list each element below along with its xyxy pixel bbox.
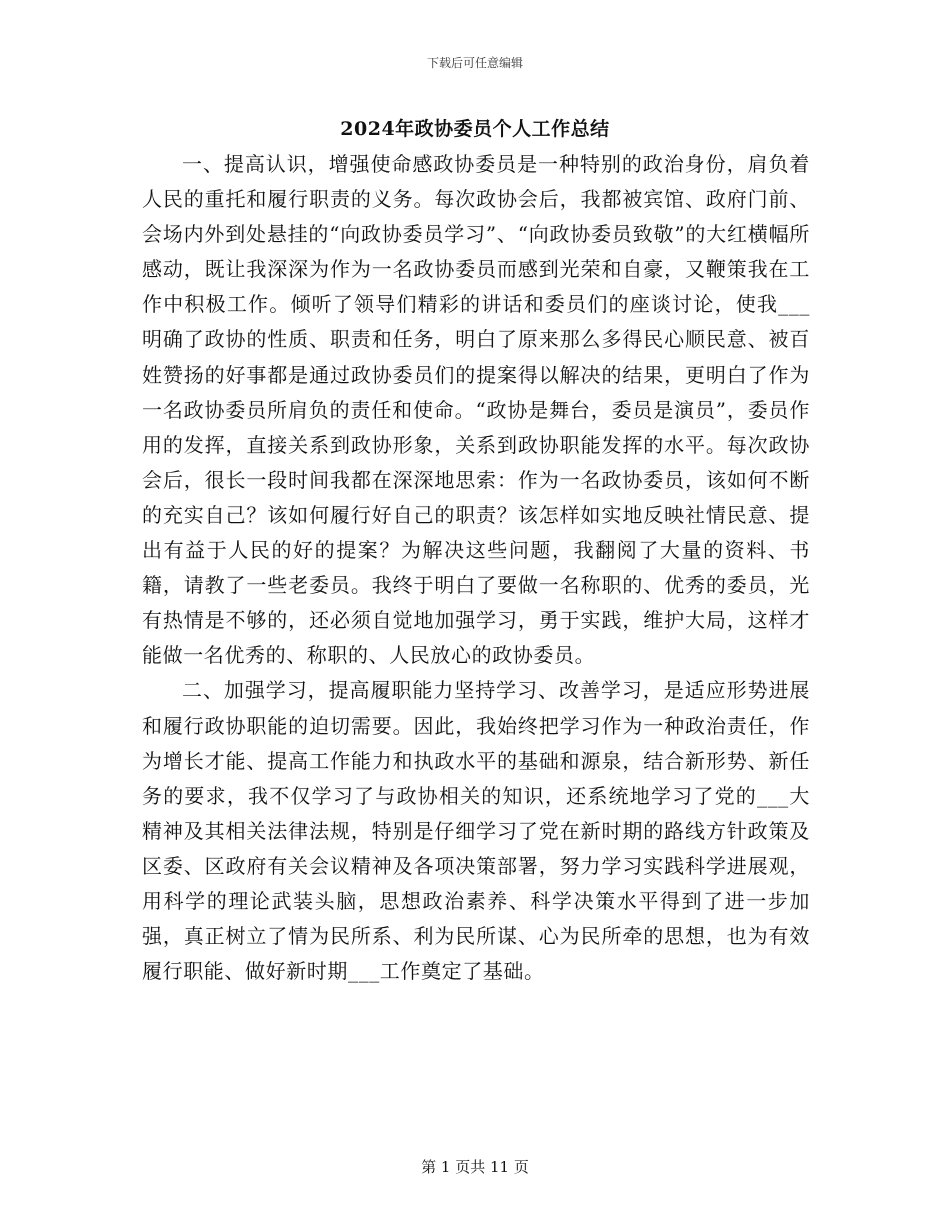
paragraph-1: 一、提高认识，增强使命感政协委员是一种特别的政治身份，肩负着人民的重托和履行职责的义务。每次政协会后，我都被宾馆、政府门前、会场内外到处悬挂的“向政协委员学习”、“向政协委员致敬”的大红横幅所感动，既让我深深为作为一名政协委员而感到光荣和自豪，又鞭策我在工作中积极工作。倾听了领导们精彩的讲话和委员们的座谈讨论，使我___明确了政协的性质、职责和任务，明白了原来那么多得民心顺民意、被百姓赞扬的好事都是通过政协委员们的提案得以解决的结果，更明白了作为一名政协委员所肩负的责任和使命。“政协是舞台，委员是演员”，委员作用的发挥，直接关系到政协形象，关系到政协职能发挥的水平。每次政协会后，很长一段时间我都在深深地思索：作为一名政协委员，该如何不断的充实自己？该如何履行好自己的职责？该怎样如实地反映社情民意、提出有益于人民的好的提案？为解决这些问题，我翻阅了大量的资料、书籍，请教了一些老委员。我终于明白了要做一名称职的、优秀的委员，光有热情是不够的，还必须自觉地加强学习，勇于实践，维护大局，这样才能做一名优秀的、称职的、人民放心的政协委员。 — [142, 152, 810, 668]
page-footer: 第 1 页共 11 页 — [421, 1158, 529, 1176]
document-title: 2024年政协委员个人工作总结 — [340, 118, 610, 140]
header-note: 下载后可任意编辑 — [426, 56, 523, 70]
paragraph-2: 二、加强学习，提高履职能力坚持学习、改善学习，是适应形势进展和履行政协职能的迫切需要。因此，我始终把学习作为一种政治责任，作为增长才能、提高工作能力和执政水平的基础和源泉，结合新形势、新任务的要求，我不仅学习了与政协相关的知识，还系统地学习了党的___大精神及其相关法律法规，特别是仔细学习了党在新时期的路线方针政策及区委、区政府有关会议精神及各项决策部署，努力学习实践科学进展观，用科学的理论武装头脑，思想政治素养、科学决策水平得到了进一步加强，真正树立了情为民所系、利为民所谋、心为民所牵的思想，也为有效履行职能、做好新时期___工作奠定了基础。 — [142, 678, 810, 984]
document-body — [142, 147, 810, 989]
